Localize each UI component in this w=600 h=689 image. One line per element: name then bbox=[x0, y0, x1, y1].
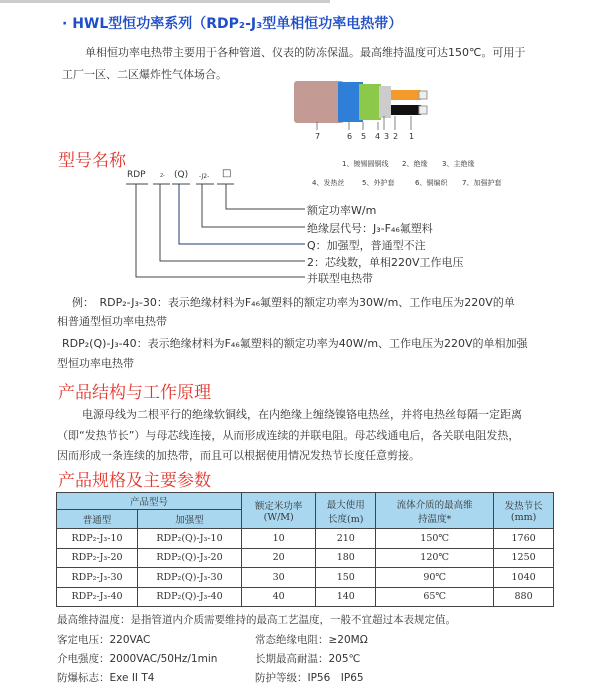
code-q: (Q) bbox=[174, 170, 189, 180]
table-row: RDP₂-J₃-30 RDP₂(Q)-J₃-30 30 150 90℃ 1040 bbox=[57, 568, 554, 588]
header-strong: 加强型 bbox=[138, 510, 242, 529]
cable-label: 5 bbox=[361, 132, 367, 141]
code-desc: 2：芯线数，单相220V工作电压 bbox=[307, 256, 464, 269]
code-desc: Q：加强型，普通型不注 bbox=[307, 239, 426, 252]
code-desc: 绝缘层代号：J₃-F₄₆氟塑料 bbox=[307, 222, 433, 235]
legend-item: 4、发热丝 bbox=[312, 179, 345, 187]
page-title: · HWL型恒功率系列（RDP₂-J₃型单相恒功率电热带） bbox=[62, 16, 403, 32]
structure-line: （即“发热节长”）与母芯线连接，从而形成连续的并联电阻。母芯线通电后，各关联电阻发热， bbox=[57, 429, 520, 442]
spec-item: 介电强度：2000VAC/50Hz/1min bbox=[57, 653, 218, 665]
example-line: 例： RDP₂-J₃-30：表示绝缘材料为F₄₆氟塑料的额定功率为30W/m、工作电压为220V的单 bbox=[72, 296, 515, 309]
note: 最高维持温度：是指管道内介质需要维持的最高工艺温度，一般不宜超过本表规定值。 bbox=[57, 614, 456, 626]
section-heading-model: 型号名称 bbox=[58, 151, 126, 171]
legend-item: 5、外护套 bbox=[362, 179, 395, 187]
header-group: 产品型号 bbox=[57, 493, 242, 510]
header-length: 最大使用 长度(m) bbox=[316, 493, 376, 529]
structure-line: 电源母线为二根平行的绝缘软铜线，在内绝缘上缠绕镍铬电热丝，并将电热丝每隔一定距离 bbox=[82, 408, 522, 421]
header-temp: 流体介质的最高维 持温度* bbox=[376, 493, 494, 529]
spec-item: 长期最高耐温：205℃ bbox=[255, 653, 361, 665]
example-line: 型恒功率电热带 bbox=[57, 357, 134, 370]
code-desc: 额定功率W/m bbox=[307, 204, 377, 217]
cable-label: 3 bbox=[384, 132, 390, 141]
intro-line: 工厂一区、二区爆炸性气体场合。 bbox=[62, 68, 227, 81]
table-row: RDP₂-J₃-20 RDP₂(Q)-J₃-20 20 180 120℃ 1250 bbox=[57, 548, 554, 568]
legend-item: 7、加强护套 bbox=[462, 179, 502, 187]
cable-label: 4 bbox=[375, 132, 381, 141]
intro-line: 单相恒功率电热带主要用于各种管道、仪表的防冻保温。最高维持温度可达150℃。可用于 bbox=[85, 46, 526, 59]
code-diagram-lines bbox=[0, 0, 600, 300]
spec-item: 防护等级：IP56 IP65 bbox=[255, 672, 364, 684]
header-power: 额定米功率 (W/M) bbox=[242, 493, 316, 529]
example-line: 相普通型恒功率电热带 bbox=[57, 315, 167, 328]
code-power: □ bbox=[222, 168, 232, 179]
header-normal: 普通型 bbox=[57, 510, 138, 529]
spec-item: 防爆标志：Exe II T4 bbox=[57, 672, 155, 684]
header-pitch: 发热节长 (mm) bbox=[494, 493, 554, 529]
code-desc: 并联型电热带 bbox=[307, 272, 373, 285]
spec-item: 常态绝缘电阻：≥20MΩ bbox=[255, 634, 368, 646]
cable-label: 1 bbox=[409, 132, 415, 141]
spec-table bbox=[56, 492, 554, 607]
table-row: RDP₂-J₃-10 RDP₂(Q)-J₃-10 10 210 150℃ 1760 bbox=[57, 529, 554, 549]
legend-item: 6、铜编织 bbox=[415, 179, 448, 187]
legend-item: 1、镀锡圆铜线 bbox=[342, 160, 389, 168]
code-rdp: RDP bbox=[127, 170, 146, 180]
code-j: -J2- bbox=[199, 173, 210, 180]
cable-label: 6 bbox=[347, 132, 353, 141]
structure-line: 因而形成一条连续的加热带，而且可以根据使用情况发热节长度任意剪接。 bbox=[57, 449, 420, 462]
spec-item: 客定电压：220VAC bbox=[57, 634, 151, 646]
legend-item: 2、绝缘 bbox=[402, 160, 428, 168]
example-line: RDP₂(Q)-J₃-40：表示绝缘材料为F₄₆氟塑料的额定功率为40W/m、工作电压为220V的单相加强 bbox=[62, 337, 528, 350]
code-cores: 2- bbox=[160, 173, 165, 179]
cable-label: 7 bbox=[315, 132, 321, 141]
table-row: RDP₂-J₃-40 RDP₂(Q)-J₃-40 40 140 65℃ 880 bbox=[57, 587, 554, 607]
section-heading-specs: 产品规格及主要参数 bbox=[58, 471, 211, 491]
section-heading-structure: 产品结构与工作原理 bbox=[58, 383, 211, 403]
legend-item: 3、主绝缘 bbox=[442, 160, 475, 168]
cable-label: 2 bbox=[393, 132, 399, 141]
